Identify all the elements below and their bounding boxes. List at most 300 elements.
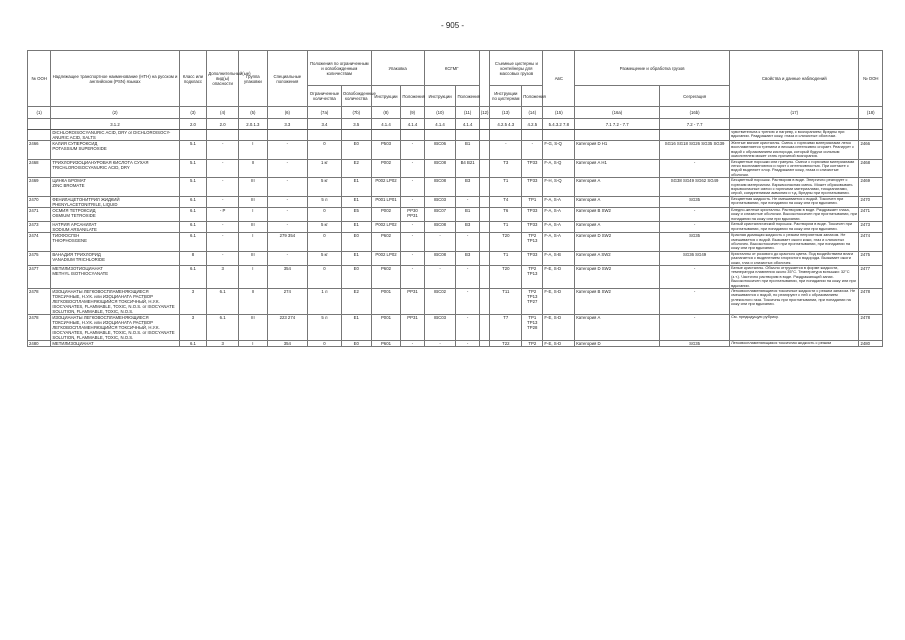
un-number-right: 2477 (859, 265, 883, 288)
un-number: 2473 (28, 222, 51, 233)
substance-name (51, 130, 179, 141)
excepted-quantity: E0 (341, 233, 371, 252)
un-number: 2466 (28, 141, 51, 160)
header-tank-provisions: Положения (522, 86, 543, 107)
special-provisions: - (267, 178, 307, 197)
ibc-instruction: IBC08 (424, 178, 456, 197)
packing-provision: - (401, 159, 424, 178)
un-number: 2471 (28, 207, 51, 221)
tank-provision: TP2 TP13 (522, 233, 543, 252)
stowage: Категория A (575, 178, 660, 197)
un-number: 2475 (28, 251, 51, 265)
excepted-quantity: E0 (341, 141, 371, 160)
special-provisions: 223 274 (267, 314, 307, 340)
segregation (660, 130, 730, 141)
stowage: Категория A (575, 196, 660, 207)
packing-provision: PP30 PP31 (401, 207, 424, 221)
ems-code (543, 130, 575, 141)
special-provisions: 354 (267, 265, 307, 288)
col12 (479, 222, 490, 233)
header-packing-provisions: Положения (401, 86, 424, 107)
class: 6.1 (179, 207, 207, 221)
name-ru: ТИОФОСГЕН (52, 233, 80, 239)
packing-instruction: P002 LP02 (371, 178, 401, 197)
ibc-provision: B3 (456, 222, 479, 233)
tank-provision: TP2 (522, 340, 543, 346)
tank-instruction: T1 (490, 222, 522, 233)
packing-instruction: P002 LP02 (371, 222, 401, 233)
ibc-instruction (424, 130, 456, 141)
packing-provision (401, 130, 424, 141)
name-ru: ТРИХЛОРИЗОЦИАНУРОВАЯ КИСЛОТА СУХАЯ (52, 159, 149, 165)
properties: См. предыдущую рубрику. (730, 314, 859, 340)
ibc-provision (456, 130, 479, 141)
special-provisions: - (267, 207, 307, 221)
column-reference: 2.0.1.3 (239, 119, 268, 130)
col12 (479, 314, 490, 340)
substance-name (51, 288, 179, 314)
packing-group: I (239, 340, 268, 346)
tank-provision: TP33 (522, 178, 543, 197)
subsidiary-risk: - (207, 159, 239, 178)
name-ru: КАЛИЯ СУПЕРОКСИД (52, 141, 98, 146)
class: 3 (179, 288, 207, 314)
name-en: OSMIUM TETROXIDE (52, 212, 96, 218)
column-number: (18) (859, 107, 883, 119)
name-ru: ИЗОЦИАНАТЫ ЛЕГКОВОСПЛАМЕНЯЮЩИЕСЯ ТОКСИЧНЫЕ, Н.У.К. или ИЗОЦИАНАТА РАСТВОР ЛЕГКОВОСПЛАМЕНЯЮЩИЙСЯ ТОКСИЧНЫЙ, Н.У.К. (52, 314, 160, 330)
stowage: Категория D H1 (575, 141, 660, 160)
ibc-provision: - (456, 196, 479, 207)
properties: Бесцветная жидкость. Не смешивается с водой. Токсичен при проглатывании, при попадании на кожу или при вдыхании. (730, 196, 859, 207)
segregation: SG35 (660, 233, 730, 252)
tank-instruction: T20 (490, 265, 522, 288)
col12 (479, 207, 490, 221)
column-reference: 5.4.3.2 7.8 (543, 119, 575, 130)
table-row (28, 207, 883, 221)
tank-provision: TP2 TP13 (522, 265, 543, 288)
packing-provision: - (401, 233, 424, 252)
subsidiary-risk: 3 (207, 340, 239, 346)
name-en: VANADIUM TRICHLORIDE (52, 256, 105, 262)
subsidiary-risk: - (207, 141, 239, 160)
name-ru: ФЕНИЛАЦЕТОНИТРИЛ ЖИДКИЙ (52, 196, 120, 202)
un-number: 2477 (28, 265, 51, 288)
substance-name (51, 314, 179, 340)
properties: Белый кристаллический порошок. Растворим в воде. Токсичен при проглатывании, при попадании на кожу или при вдыхании. (730, 222, 859, 233)
column-number: (13) (490, 107, 522, 119)
tank-instruction: T3 (490, 159, 522, 178)
tank-provision: TP33 (522, 222, 543, 233)
ibc-instruction: IBC03 (424, 314, 456, 340)
segregation: SG38 SG49 SG62 SG49 (660, 178, 730, 197)
ibc-provision: - (456, 340, 479, 346)
column-number: (12) (479, 107, 490, 119)
ems-code: F-E, S-D (543, 340, 575, 346)
column-reference: 7.1 7.2 - 7.7 (575, 119, 660, 130)
ems-code: F-H, S-Q (543, 178, 575, 197)
stowage: Категория A SW2 (575, 251, 660, 265)
col12 (479, 233, 490, 252)
tank-instruction: T6 (490, 207, 522, 221)
column-number: (15) (543, 107, 575, 119)
name-ru: ОСМИЯ ТЕТРОКСИД (52, 207, 96, 213)
limited-quantity: 1 кг (307, 159, 341, 178)
ems-code: F-A, S-A (543, 222, 575, 233)
packing-provision: PP31 (401, 314, 424, 340)
ems-code: F-A, S-Q (543, 159, 575, 178)
header-limited-qty: Ограниченные количества (307, 86, 341, 107)
name-en: ZINC BROMATE (52, 183, 85, 189)
class: 3 (179, 314, 207, 340)
column-reference: 4.1.4 (371, 119, 401, 130)
name-ru: ВАНАДИЯ ТРИХЛОРИД (52, 251, 101, 257)
subsidiary-risk: - (207, 196, 239, 207)
limited-quantity: 0 (307, 340, 341, 346)
class: 8 (179, 251, 207, 265)
column-reference: 4.1.4 (456, 119, 479, 130)
excepted-quantity: E2 (341, 159, 371, 178)
name-ru: МЕТИЛИЗОЦИАНАТ (52, 340, 94, 346)
packing-instruction: P001 (371, 288, 401, 314)
segregation: SG35 (660, 196, 730, 207)
stowage (575, 130, 660, 141)
packing-provision: PP31 (401, 288, 424, 314)
excepted-quantity: E0 (341, 340, 371, 346)
tank-provision: TP33 (522, 159, 543, 178)
col12 (479, 265, 490, 288)
name-ru: ИЗОЦИАНАТЫ ЛЕГКОВОСПЛАМЕНЯЮЩИЕСЯ ТОКСИЧНЫЕ, Н.У.К. или ИЗОЦИАНАТА РАСТВОР ЛЕГКОВОСПЛАМЕНЯЮЩИЙСЯ ТОКСИЧНЫЙ, Н.У.К. (52, 288, 160, 304)
table-row (28, 141, 883, 160)
subsidiary-risk: - (207, 233, 239, 252)
class: 6.1 (179, 265, 207, 288)
stowage: Категория D (575, 340, 660, 346)
ibc-instruction: - (424, 340, 456, 346)
tank-instruction: T22 (490, 340, 522, 346)
un-number: 2474 (28, 233, 51, 252)
header-stowage-handling (575, 86, 660, 107)
name-en: SODIUM ARSANILATE (52, 227, 97, 233)
special-provisions: - (267, 196, 307, 207)
properties: Бесцветные порошки или гранулы. Смеси с горючими материалами легко воспламеняются и горят с интенсивностью. При контакте с водой выделяет хлор. Раздражают кожу, глаза и слизистые оболочки. (730, 159, 859, 178)
header-special-provisions: Специальные положения (267, 51, 307, 107)
tank-instruction: T1 (490, 178, 522, 197)
substance-name (51, 207, 179, 221)
ems-code: F-A, S-B (543, 251, 575, 265)
column-number: (17) (730, 107, 859, 119)
segregation: - (660, 207, 730, 221)
column-reference: 2.0 (207, 119, 239, 130)
tank-instruction: T7 (490, 314, 522, 340)
packing-group: III (239, 196, 268, 207)
packing-group: II (239, 288, 268, 314)
packing-instruction: P001 (371, 314, 401, 340)
properties: Легковоспламеняющаяся токсичная жидкость с резким (730, 340, 859, 346)
column-reference (28, 119, 51, 130)
header-col12 (479, 51, 490, 107)
ibc-instruction: IBC08 (424, 251, 456, 265)
column-number: (16a) (575, 107, 660, 119)
packing-group: III (239, 222, 268, 233)
un-number-right: 2466 (859, 141, 883, 160)
un-number: 2469 (28, 178, 51, 197)
special-provisions: 274 (267, 288, 307, 314)
packing-provision: - (401, 265, 424, 288)
class: 5.1 (179, 159, 207, 178)
excepted-quantity: E1 (341, 251, 371, 265)
segregation: - (660, 265, 730, 288)
table-row (28, 314, 883, 340)
excepted-quantity: E5 (341, 207, 371, 221)
tank-provision: TP1 TP13 TP28 (522, 314, 543, 340)
tank-provision: TP2 TP13 TP27 (522, 288, 543, 314)
table-row (28, 265, 883, 288)
name-ru: ЦИНКА БРОМАТ (52, 178, 86, 184)
tank-provision (522, 130, 543, 141)
limited-quantity: 5 л (307, 196, 341, 207)
substance-name (51, 265, 179, 288)
packing-instruction: P002 LP02 (371, 251, 401, 265)
ibc-instruction: IBC07 (424, 207, 456, 221)
header-class: Класс или подкласс (179, 51, 207, 107)
segregation: - (660, 159, 730, 178)
stowage: Категория D SW2 (575, 233, 660, 252)
class: 6.1 (179, 222, 207, 233)
ibc-provision: - (456, 314, 479, 340)
header-tanks: Съемные цистерны и контейнеры для массовых грузов (490, 51, 543, 86)
stowage: Категория A H1 (575, 159, 660, 178)
column-number: (3) (179, 107, 207, 119)
packing-provision: - (401, 178, 424, 197)
ibc-provision: - (456, 288, 479, 314)
stowage: Категория A (575, 314, 660, 340)
excepted-quantity: E0 (341, 265, 371, 288)
table-row (28, 251, 883, 265)
name-ru: МЕТИЛИЗОТИОЦИАНАТ (52, 265, 103, 271)
un-number: 2468 (28, 159, 51, 178)
un-number: 2478 (28, 314, 51, 340)
column-reference: 3.4 (307, 119, 341, 130)
ibc-instruction: IBC03 (424, 196, 456, 207)
packing-group: I (239, 141, 268, 160)
table-row (28, 233, 883, 252)
name-ru: НАТРИЯ АРСАНИЛАТ (52, 222, 97, 228)
header-un-right: № ООН (859, 51, 883, 107)
packing-instruction: P602 (371, 233, 401, 252)
limited-quantity: 5 кг (307, 251, 341, 265)
column-number: (2) (51, 107, 179, 119)
excepted-quantity: E1 (341, 314, 371, 340)
column-number: (6) (267, 107, 307, 119)
ibc-provision: B4 B21 (456, 159, 479, 178)
ems-code: F-E, S-D (543, 288, 575, 314)
tank-instruction: T4 (490, 196, 522, 207)
subsidiary-risk: 6.1 (207, 288, 239, 314)
packing-provision: - (401, 251, 424, 265)
special-provisions: 354 (267, 340, 307, 346)
col12 (479, 196, 490, 207)
header-ems: АвС (543, 51, 575, 107)
substance-name (51, 159, 179, 178)
segregation: - (660, 314, 730, 340)
header-tank-instructions: Инструкции по цистернам (490, 86, 522, 107)
header-packing-group: Группа упаковки (239, 51, 268, 107)
substance-name (51, 222, 179, 233)
packing-provision: - (401, 196, 424, 207)
class: 6.1 (179, 196, 207, 207)
class (179, 130, 207, 141)
column-number: (11) (456, 107, 479, 119)
ems-code: F-E, S-D (543, 265, 575, 288)
excepted-quantity: E1 (341, 178, 371, 197)
table-row (28, 196, 883, 207)
header-ibc-provisions: Положения (456, 86, 479, 107)
header-name: Надлежащее транспортное наименование (НТН) на русском и английском (PSN) языках (51, 51, 179, 107)
tank-provision: TP1 (522, 196, 543, 207)
ems-code: F-E, S-D (543, 314, 575, 340)
ems-code: F-A, S-A (543, 207, 575, 221)
excepted-quantity: E1 (341, 222, 371, 233)
column-reference: 3.3 (267, 119, 307, 130)
col12 (479, 141, 490, 160)
column-number: (14) (522, 107, 543, 119)
column-number: (10) (424, 107, 456, 119)
column-reference (859, 119, 883, 130)
class: 5.1 (179, 141, 207, 160)
header-stowage: Размещение и обработка грузов (575, 51, 730, 86)
un-number-right: 2469 (859, 178, 883, 197)
tank-provision: - (522, 141, 543, 160)
name-en: ISOCYANATES, FLAMMABLE, TOXIC, N.O.S. or ISOCYANATE SOLUTION, FLAMMABLE, TOXIC, N.O.S. (52, 329, 175, 340)
ibc-provision: - (456, 265, 479, 288)
segregation: SG36 SG49 (660, 251, 730, 265)
ibc-instruction: IBC06 (424, 141, 456, 160)
packing-group: II (239, 159, 268, 178)
name-en: PHENYLACETONITRILE, LIQUID (52, 201, 118, 207)
tank-provision: TP33 (522, 251, 543, 265)
special-provisions: 279 354 (267, 233, 307, 252)
tank-instruction (490, 130, 522, 141)
packing-provision: - (401, 222, 424, 233)
stowage: Категория B SW2 (575, 207, 660, 221)
special-provisions: - (267, 222, 307, 233)
table-row (28, 159, 883, 178)
packing-group: I (239, 207, 268, 221)
properties: Белые кристаллы. Обычно отгружается в форме жидкости, температура плавления около 35°C. Температура вспышки: 32°C (з.т.). Частично растворим в воде. Раздражающий запах. Высокотоксичен при проглатывании, при попадании на кожу или при вдыхании. (730, 265, 859, 288)
properties: чувствительна к трению и нагреву, с возгоранием; Вредны при вдыхании. Раздражают кожу, глаза и слизистые оболочки. (730, 130, 859, 141)
tank-instruction: T1 (490, 251, 522, 265)
ibc-provision: B1 (456, 207, 479, 221)
un-number (28, 130, 51, 141)
tank-instruction: - (490, 141, 522, 160)
limited-quantity: 0 (307, 265, 341, 288)
packing-group: I (239, 265, 268, 288)
ems-code: F-G, S-Q (543, 141, 575, 160)
header-subrisk: Дополнительный(ые) вид(ы) опасности (207, 51, 239, 107)
limited-quantity: 5 кг (307, 222, 341, 233)
packing-instruction: P001 LP01 (371, 196, 401, 207)
properties: Желтые мягкие кристаллы. Смесь с горючими материалами легко воспламеняется трением и весьма интенсивно сгорает. Реагирует с водой с образованием кислорода, который будучи сильным окислителем может стать причиной возгорания. (730, 141, 859, 160)
table-row (28, 288, 883, 314)
substance-name (51, 233, 179, 252)
header-quantities: Положения по ограниченным и освобожденным количествам (307, 51, 371, 86)
limited-quantity: 5 л (307, 314, 341, 340)
column-number: (8) (371, 107, 401, 119)
substance-name (51, 178, 179, 197)
un-number: 2470 (28, 196, 51, 207)
un-number-right: 2475 (859, 251, 883, 265)
subsidiary-risk: - (207, 178, 239, 197)
header-excepted-qty: Освобожденные количества (341, 86, 371, 107)
special-provisions: - (267, 159, 307, 178)
header-packing: Упаковка (371, 51, 424, 86)
column-number: (16b) (660, 107, 730, 119)
excepted-quantity: E1 (341, 196, 371, 207)
ibc-instruction: - (424, 233, 456, 252)
packing-instruction: P002 (371, 207, 401, 221)
limited-quantity: 0 (307, 207, 341, 221)
un-number-right: 2480 (859, 340, 883, 346)
stowage: Категория A (575, 222, 660, 233)
table-row (28, 222, 883, 233)
col12 (479, 159, 490, 178)
properties: Бесцветный порошок. Растворим в воде. Энергично реагирует с горючим материалом. Взрывоопасная смесь. Может образовывать взрывоопасные смеси с горючими материалами, тиоцианатами, серой, соединениями аммония и т.д. Вредны при проглатывании. (730, 178, 859, 197)
header-ibc: КСГМГ (424, 51, 479, 86)
substance-name (51, 141, 179, 160)
un-number-right: 2471 (859, 207, 883, 221)
limited-quantity: 0 (307, 141, 341, 160)
tank-provision: TP33 (522, 207, 543, 221)
subsidiary-risk: 6.1 (207, 314, 239, 340)
packing-provision: - (401, 340, 424, 346)
packing-instruction: P002 (371, 159, 401, 178)
name-en: THIOPHOSGENE (52, 238, 87, 244)
segregation: SG16 SG18 SG26 SG35 SG39 (660, 141, 730, 160)
column-reference: 4.2.5 4.3 (490, 119, 522, 130)
ibc-instruction: - (424, 265, 456, 288)
column-reference: 4.1.4 (401, 119, 424, 130)
ibc-instruction: IBC08 (424, 222, 456, 233)
special-provisions: - (267, 251, 307, 265)
subsidiary-risk (207, 130, 239, 141)
header-ibc-instructions: Инструкции (424, 86, 456, 107)
column-number: (7b) (341, 107, 371, 119)
un-number-right: 2478 (859, 314, 883, 340)
limited-quantity (307, 130, 341, 141)
limited-quantity: 0 (307, 233, 341, 252)
un-number-right: 2473 (859, 222, 883, 233)
column-reference: 4.1.4 (424, 119, 456, 130)
col12 (479, 288, 490, 314)
un-number-right: 2474 (859, 233, 883, 252)
column-reference: 3.5 (341, 119, 371, 130)
packing-provision: - (401, 141, 424, 160)
substance-name (51, 251, 179, 265)
column-reference: 2.0 (179, 119, 207, 130)
excepted-quantity (341, 130, 371, 141)
tank-instruction: T20 (490, 233, 522, 252)
substance-name (51, 196, 179, 207)
un-number-right (859, 130, 883, 141)
class: 6.1 (179, 340, 207, 346)
class: 6.1 (179, 233, 207, 252)
packing-group: I (239, 233, 268, 252)
class: 5.1 (179, 178, 207, 197)
column-reference (730, 119, 859, 130)
packing-group: III (239, 251, 268, 265)
properties: Красная дымящая жидкость с резким неприятным запахом. Не смешивается с водой. Вызывает ожоги кожи, глаз и слизистых оболочек. Высокотоксичен при проглатывании, при попадании на кожу или при вдыхании. (730, 233, 859, 252)
un-number: 2478 (28, 288, 51, 314)
stowage: Категория D SW2 (575, 265, 660, 288)
